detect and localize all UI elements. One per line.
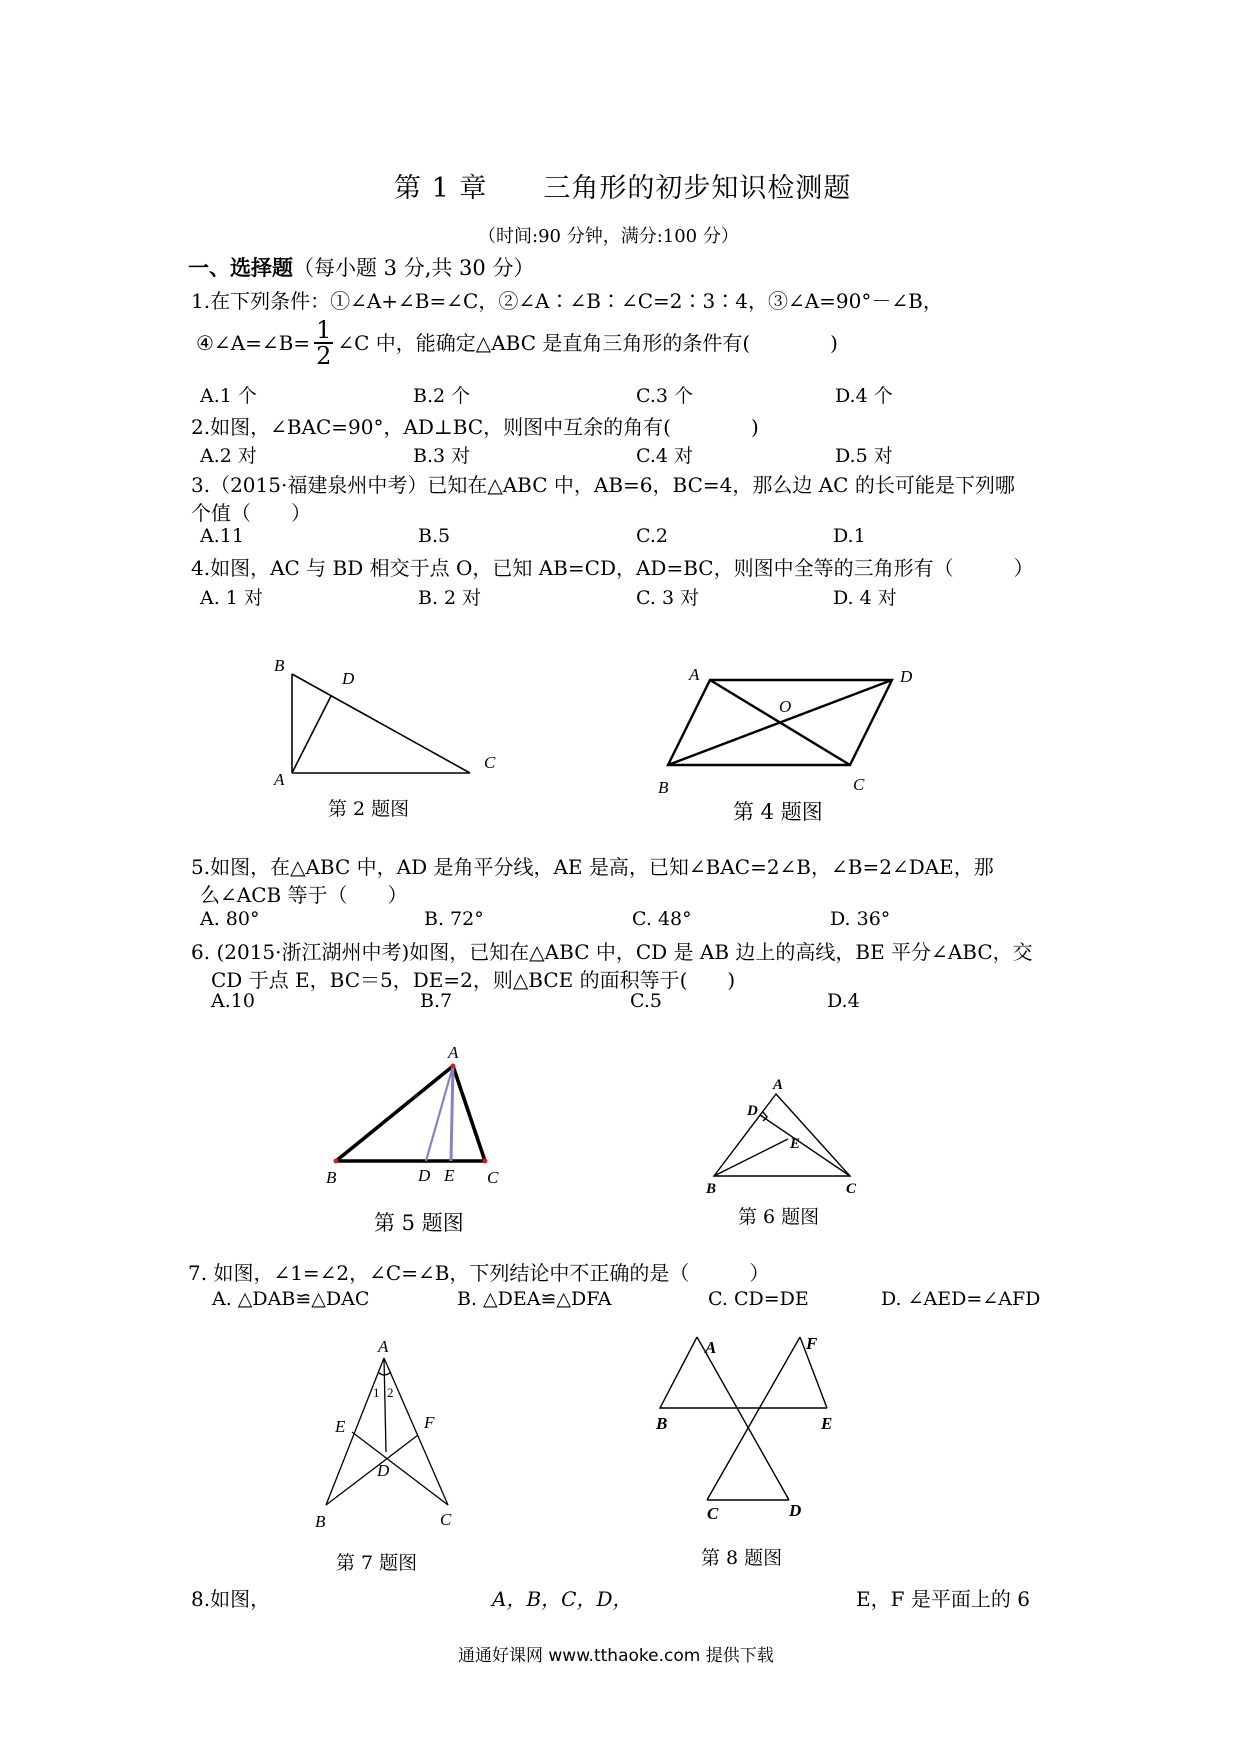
fig2-label-d: D [342,669,355,688]
q1-option-c: C.3 个 [636,385,694,407]
q1-option-b: B.2 个 [413,385,471,407]
fig7-label-1: 1 [373,1385,380,1400]
q4-option-a: A. 1 对 [200,587,263,609]
fig8-label-d: D [789,1501,802,1520]
q5-line1: 5.如图，在△ABC 中，AD 是角平分线，AE 是高，已知∠BAC=2∠B，∠B=2∠DAE，那 [191,855,994,879]
section-title: 一、选择题 [188,255,293,280]
fig7-label-f: F [424,1413,435,1432]
q7-line1: 7. 如图，∠1=∠2，∠C=∠B，下列结论中不正确的是（ ） [188,1261,770,1285]
q3-option-a: A.11 [200,525,244,547]
fig6-label-a: A [773,1077,784,1093]
q6-line1: 6. (2015·浙江湖州中考)如图，已知在△ABC 中，CD 是 AB 边上的高线，BE 平分∠ABC，交 [191,940,1033,964]
fig4-label-b: B [658,778,669,797]
fig7-label-2: 2 [387,1385,394,1400]
fig8-line-ab [660,1337,827,1408]
fig6-label-e: E [790,1136,801,1152]
fig7-label-d: D [377,1461,390,1480]
q1-line2-pre: ④∠A=∠B= [196,331,311,355]
q6-option-a: A.10 [211,990,255,1012]
q3-line1: 3.（2015·福建泉州中考）已知在△ABC 中，AB=6，BC=4，那么边 AC 的长可能是下列哪 [191,473,1015,497]
fig5-label-c: C [487,1168,499,1187]
q2-option-b: B.3 对 [413,445,471,467]
q7-option-b: B. △DEA≌△DFA [457,1288,612,1310]
q2-option-a: A.2 对 [200,445,257,467]
q3-option-b: B.5 [418,525,451,547]
fig8-label-a: A [705,1338,717,1357]
fig8-caption: 第 8 题图 [701,1547,783,1569]
q7-option-c: C. CD=DE [708,1288,809,1310]
q2-line1: 2.如图，∠BAC=90°，AD⊥BC，则图中互余的角有( ) [191,415,759,439]
fig7-label-a: A [378,1337,389,1356]
q7-option-a: A. △DAB≌△DAC [212,1288,370,1310]
q6-line2: CD 于点 E，BC＝5，DE=2，则△BCE 的面积等于( ) [211,968,736,992]
q3-option-d: D.1 [833,525,866,547]
fig4-label-o: O [779,697,792,716]
q5-option-a: A. 80° [200,908,260,930]
fig8-label-c: C [707,1504,719,1523]
q3-line2: 个值（ ） [191,501,311,525]
section-note: （每小题 3 分,共 30 分） [293,256,535,280]
page-subtitle: （时间:90 分钟，满分:100 分） [478,226,739,247]
q6-option-c: C.5 [630,990,662,1012]
fig2-label-b: B [274,656,285,675]
fig6-caption: 第 6 题图 [738,1206,820,1228]
fig8-label-b: B [656,1414,668,1433]
q1-line1: 1.在下列条件：①∠A+∠B=∠C，②∠A∶∠B∶∠C=2∶3∶4，③∠A=90°－∠B， [191,289,943,313]
fig7-label-b: B [315,1512,326,1531]
q8-part3: E，F 是平面上的 6 [856,1587,1030,1611]
fig4-label-c: C [853,775,865,794]
q1-option-a: A.1 个 [200,385,257,407]
fig8-line-ad [697,1337,789,1500]
footer-text: 通通好课网 www.tthaoke.com 提供下载 [458,1646,774,1666]
fig5-label-b: B [326,1168,337,1187]
fig7-caption: 第 7 题图 [336,1552,418,1574]
fig5-label-d: D [418,1166,431,1185]
q1-frac-den: 2 [316,342,332,370]
fig2-label-a: A [274,770,285,789]
q8-part1: 8.如图， [191,1587,271,1611]
q1-option-d: D.4 个 [835,385,893,407]
fig8-label-e: E [821,1414,833,1433]
q2-option-c: C.4 对 [636,445,694,467]
fig8-line-fc [707,1337,800,1500]
fig5-label-e: E [444,1166,455,1185]
fig6-label-c: C [846,1181,857,1197]
fig2-label-c: C [484,753,496,772]
q2-option-d: D.5 对 [835,445,893,467]
q8-part2: A，B，C，D， [492,1587,633,1611]
fig4-label-a: A [689,665,700,684]
q5-line2: 么∠ACB 等于（ ） [200,883,408,907]
fig4-label-d: D [900,667,913,686]
fig5-label-a: A [448,1043,459,1062]
q4-option-c: C. 3 对 [636,587,700,609]
fig6-label-b: B [706,1181,717,1197]
fig2-caption: 第 2 题图 [328,798,410,820]
q1-line2-post: ∠C 中，能确定△ABC 是直角三角形的条件有( ) [337,331,838,355]
q4-option-d: D. 4 对 [833,587,897,609]
q6-option-b: B.7 [420,990,453,1012]
q5-option-b: B. 72° [424,908,484,930]
q1-frac-num: 1 [316,316,332,344]
fig7-label-e: E [335,1417,346,1436]
q5-option-c: C. 48° [632,908,692,930]
fig7-label-c: C [440,1510,452,1529]
q3-option-c: C.2 [636,525,668,547]
q6-option-d: D.4 [827,990,860,1012]
q7-option-d: D. ∠AED=∠AFD [881,1288,1041,1310]
fig5-caption: 第 5 题图 [374,1211,464,1235]
q4-option-b: B. 2 对 [418,587,482,609]
q4-line1: 4.如图，AC 与 BD 相交于点 O，已知 AB=CD，AD=BC，则图中全等的三角形有（ ） [191,556,1034,580]
fig6-label-d: D [747,1103,758,1119]
fig4-caption: 第 4 题图 [733,800,823,824]
page-title: 第 1 章 三角形的初步知识检测题 [394,173,852,204]
q5-option-d: D. 36° [830,908,891,930]
fig8-label-f: F [806,1334,818,1353]
